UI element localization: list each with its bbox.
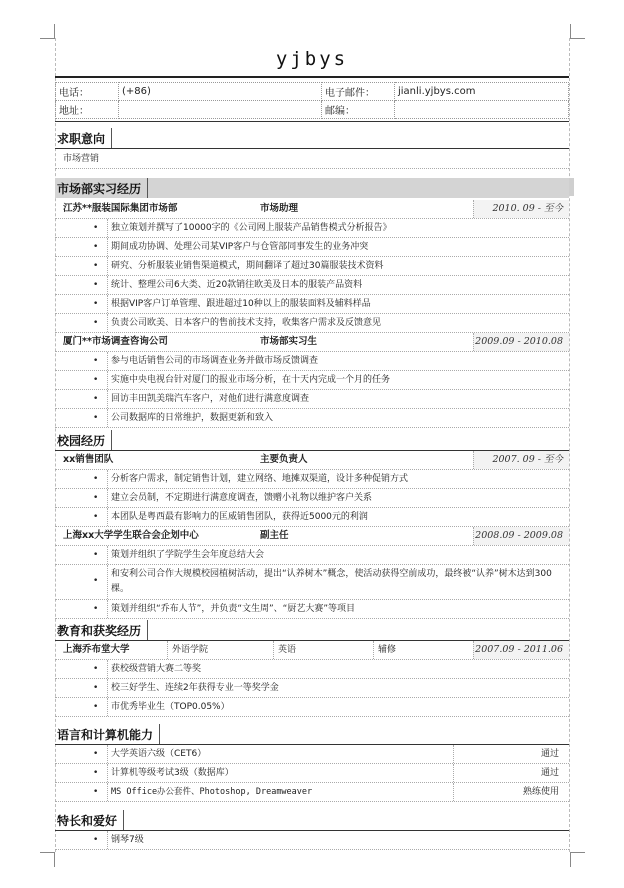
bullet-icon: • xyxy=(93,664,99,674)
education-header xyxy=(55,641,569,660)
list-item: • 钢琴7级 xyxy=(55,831,569,850)
hobbies-rows xyxy=(55,831,569,850)
bullet-icon: • xyxy=(93,375,99,385)
list-item: • 校三好学生、连续2年获得专业一等奖学金 xyxy=(55,679,569,698)
education-heading: 教育和获奖经历 xyxy=(55,620,569,640)
bullet-icon: • xyxy=(93,413,99,423)
skill-name: MS Office办公套件、Photoshop, Dreamweaver xyxy=(107,783,567,801)
skill-row xyxy=(55,764,569,783)
hobbies-heading: 特长和爱好 xyxy=(55,810,569,830)
resume-title: yjbys xyxy=(275,48,349,70)
bullet-icon: • xyxy=(93,835,99,845)
list-item: • 策划并组织“乔布人节”，并负责“文生周”、“厨艺大赛”等项目 xyxy=(55,600,569,619)
title-rule xyxy=(55,76,569,78)
job-header xyxy=(55,200,569,219)
skills-heading: 语言和计算机能力 xyxy=(55,724,569,744)
job-date: 2007. 09 - 至今 xyxy=(492,454,563,465)
job-org: xx销售团队 xyxy=(63,454,114,465)
email-label: 电子邮件： xyxy=(322,83,395,101)
skill-row xyxy=(55,783,569,802)
job-position: 市场助理 xyxy=(260,203,299,214)
list-item: • 建立会员制，不定期进行满意度调查，馈赠小礼物以维护客户关系 xyxy=(55,489,569,508)
bullet-icon: • xyxy=(93,318,99,328)
skill-row xyxy=(55,745,569,764)
job-org: 上海xx大学学生联合会企划中心 xyxy=(63,530,199,541)
phone-value: (+86) xyxy=(119,83,322,101)
bullet-icon: • xyxy=(93,604,99,614)
address-value xyxy=(119,101,322,119)
list-item: • 统计、整理公司6大类、近20款销往欧美及日本的服装产品资料 xyxy=(55,276,569,295)
phone-label: 电话： xyxy=(56,83,119,101)
list-item: • 期间成功协调、处理公司某VIP客户与仓管部同事发生的业务冲突 xyxy=(55,238,569,257)
job-position: 市场部实习生 xyxy=(260,336,318,347)
internship-rows xyxy=(55,200,569,428)
section-rule xyxy=(55,121,569,122)
campus-rows xyxy=(55,451,569,619)
bullet-icon: • xyxy=(93,242,99,252)
objective-heading: 求职意向 xyxy=(55,128,569,148)
bullet-icon: • xyxy=(93,261,99,271)
list-item: • 本团队是粤西最有影响力的匡威销售团队，获得近5000元的利润 xyxy=(55,508,569,527)
crop-mark xyxy=(570,852,585,867)
job-position: 主要负责人 xyxy=(260,454,308,465)
list-item: • 公司数据库的日常维护，数据更新和致入 xyxy=(55,409,569,428)
bullet-icon: • xyxy=(93,787,99,797)
bullet-icon: • xyxy=(93,702,99,712)
internship-heading: 市场部实习经历 xyxy=(55,178,569,198)
address-label: 地址： xyxy=(56,101,119,119)
campus-heading: 校园经历 xyxy=(55,430,569,450)
crop-mark xyxy=(40,24,55,39)
bullet-icon: • xyxy=(93,749,99,759)
list-item: • 回访丰田凯美瑞汽车客户，对他们进行满意度调查 xyxy=(55,390,569,409)
job-header xyxy=(55,451,569,470)
list-item: • 和安利公司合作大规模校园植树活动，提出“认养树木”概念，使活动获得空前成功，最终被“认养”树木达到300棵。 xyxy=(55,565,569,600)
education-rows xyxy=(55,641,569,717)
bullet-icon: • xyxy=(93,768,99,778)
college-name: 外语学院 xyxy=(167,641,272,659)
major-name: 英语 xyxy=(273,641,378,659)
bullet-icon: • xyxy=(93,576,99,586)
job-date: 2009.09 - 2010.08 xyxy=(475,336,563,347)
bullet-icon: • xyxy=(93,550,99,560)
list-item: • 实施中央电视台针对厦门的报业市场分析，在十天内完成一个月的任务 xyxy=(55,371,569,390)
list-item: • 独立策划并撰写了10000字的《公司网上服装产品销售模式分析报告》 xyxy=(55,219,569,238)
bullet-icon: • xyxy=(93,223,99,233)
job-org: 厦门**市场调查咨询公司 xyxy=(63,336,168,347)
school-name: 上海乔布堂大学 xyxy=(63,644,130,655)
postcode-value xyxy=(395,101,569,119)
gray-tab xyxy=(569,178,574,196)
bullet-icon: • xyxy=(93,474,99,484)
skill-level: 熟练使用 xyxy=(522,787,559,797)
bullet-icon: • xyxy=(93,493,99,503)
bullet-icon: • xyxy=(93,299,99,309)
margin-line xyxy=(569,38,570,852)
skill-name: 计算机等级考试3级（数据库） xyxy=(107,764,567,782)
bullet-icon: • xyxy=(93,280,99,290)
contact-table xyxy=(55,82,569,119)
email-value: jianli.yjbys.com xyxy=(395,83,569,101)
education-date: 2007.09 - 2011.06 xyxy=(475,644,563,655)
skills-rows xyxy=(55,745,569,802)
skill-level: 通过 xyxy=(540,749,559,759)
postcode-label: 邮编： xyxy=(322,101,395,119)
degree-type: 辅修 xyxy=(373,641,468,659)
bullet-icon: • xyxy=(93,394,99,404)
section-rule xyxy=(55,148,569,149)
list-item: • 策划并组织了学院学生会年度总结大会 xyxy=(55,546,569,565)
objective-rows xyxy=(55,150,569,169)
list-item: • 负责公司欧美、日本客户的售前技术支持，收集客户需求及反馈意见 xyxy=(55,314,569,333)
job-position: 副主任 xyxy=(260,530,289,541)
job-date: 2010. 09 - 至今 xyxy=(492,203,563,214)
job-org: 江苏**服装国际集团市场部 xyxy=(63,203,178,214)
job-header xyxy=(55,333,569,352)
crop-mark xyxy=(570,24,585,39)
list-item: • 市优秀毕业生（TOP0.05%） xyxy=(55,698,569,717)
skill-name: 大学英语六级（CET6） xyxy=(107,745,567,763)
skill-level: 通过 xyxy=(540,768,559,778)
job-date: 2008.09 - 2009.08 xyxy=(475,530,563,541)
bullet-icon: • xyxy=(93,512,99,522)
list-item: • 获校级营销大赛二等奖 xyxy=(55,660,569,679)
bullet-icon: • xyxy=(93,356,99,366)
list-item: • 根据VIP客户订单管理、跟进超过10种以上的服装面料及辅料样品 xyxy=(55,295,569,314)
objective-value: 市场营销 xyxy=(55,150,569,169)
bullet-icon: • xyxy=(93,683,99,693)
list-item: • 参与电话销售公司的市场调查业务并做市场反馈调查 xyxy=(55,352,569,371)
crop-mark xyxy=(40,852,55,867)
list-item: • 分析客户需求，制定销售计划，建立网络、地摊双渠道，设计多种促销方式 xyxy=(55,470,569,489)
list-item: • 研究、分析服装业销售渠道模式，期间翻译了超过30篇服装技术资料 xyxy=(55,257,569,276)
job-header xyxy=(55,527,569,546)
